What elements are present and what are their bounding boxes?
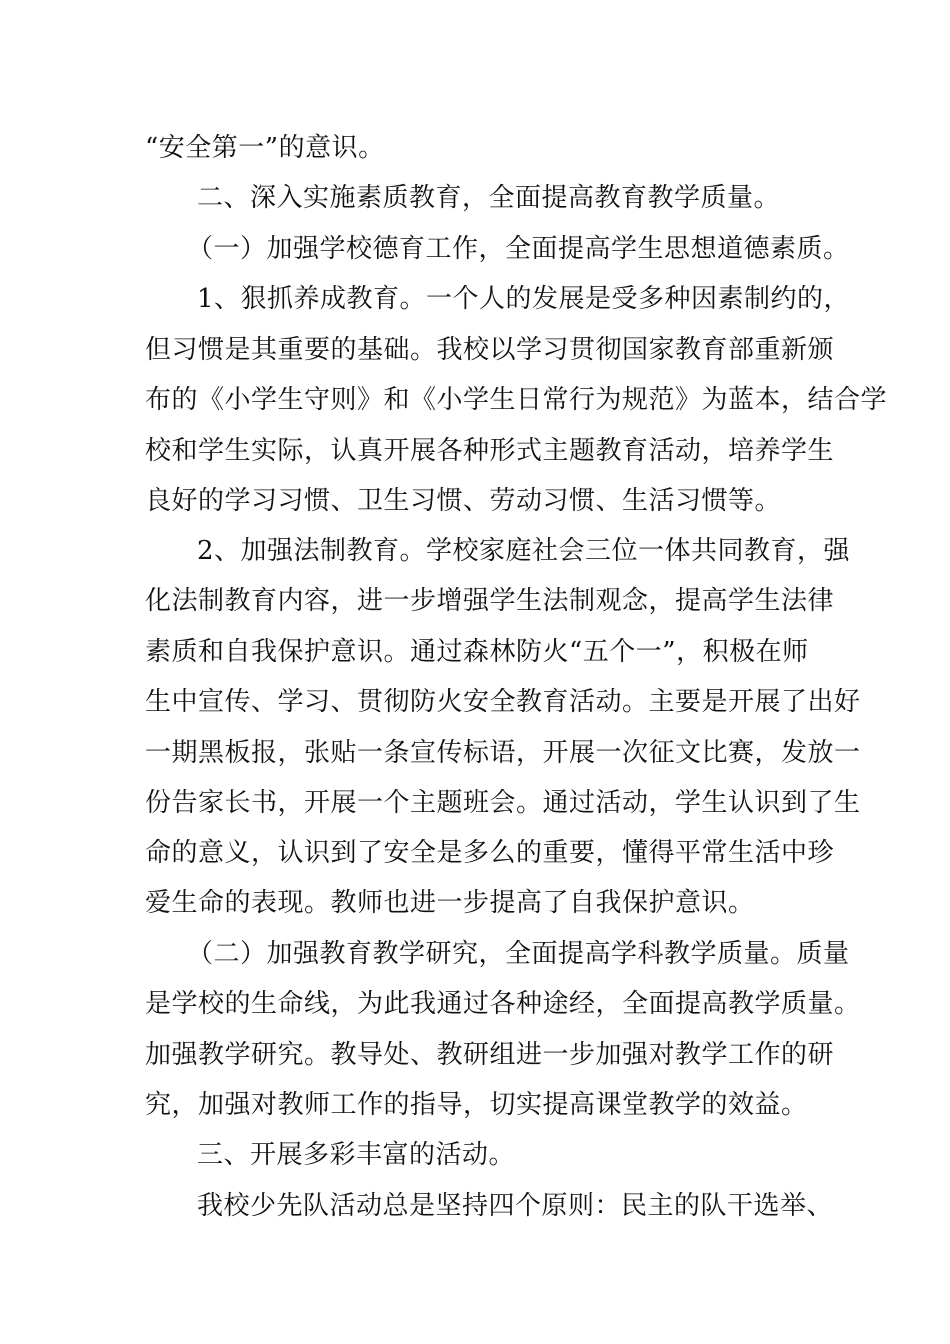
text-line: 是学校的生命线，为此我通过各种途经，全面提高教学质量。 — [145, 989, 861, 1019]
section-heading: 二、深入实施素质教育，全面提高教育教学质量。 — [197, 183, 781, 213]
text-line: 素质和自我保护意识。通过森林防火“五个一”，积极在师 — [145, 637, 809, 667]
text-line: 但习惯是其重要的基础。我校以学习贯彻国家教育部重新颁 — [145, 335, 835, 365]
text-line: 2、加强法制教育。学校家庭社会三位一体共同教育，强 — [197, 536, 851, 566]
text-line: 我校少先队活动总是坚持四个原则：民主的队干选举、 — [197, 1191, 834, 1221]
section-heading: 三、开展多彩丰富的活动。 — [197, 1140, 516, 1170]
text-line: 命的意义，认识到了安全是多么的重要，懂得平常生活中珍 — [145, 838, 835, 868]
subsection-heading: （一）加强学校德育工作，全面提高学生思想道德素质。 — [187, 234, 850, 264]
text-line: 1、狠抓养成教育。一个人的发展是受多种因素制约的， — [197, 284, 851, 314]
text-line: “安全第一”的意识。 — [145, 133, 385, 163]
text-line: 份告家长书，开展一个主题班会。通过活动，学生认识到了生 — [145, 788, 861, 818]
text-line: 校和学生实际，认真开展各种形式主题教育活动，培养学生 — [145, 436, 835, 466]
text-line: 良好的学习习惯、卫生习惯、劳动习惯、生活习惯等。 — [145, 486, 782, 516]
text-line: 究，加强对教师工作的指导，切实提高课堂教学的效益。 — [145, 1090, 808, 1120]
text-line: 布的《小学生守则》和《小学生日常行为规范》为蓝本，结合学 — [145, 385, 888, 415]
text-line: 化法制教育内容，进一步增强学生法制观念，提高学生法律 — [145, 586, 835, 616]
text-line: 爱生命的表现。教师也进一步提高了自我保护意识。 — [145, 888, 755, 918]
text-line: 生中宣传、学习、贯彻防火安全教育活动。主要是开展了出好 — [145, 687, 861, 717]
text-line: 一期黑板报，张贴一条宣传标语，开展一次征文比赛，发放一 — [145, 738, 861, 768]
subsection-heading: （二）加强教育教学研究，全面提高学科教学质量。质量 — [187, 939, 850, 969]
text-line: 加强教学研究。教导处、教研组进一步加强对教学工作的研 — [145, 1040, 835, 1070]
